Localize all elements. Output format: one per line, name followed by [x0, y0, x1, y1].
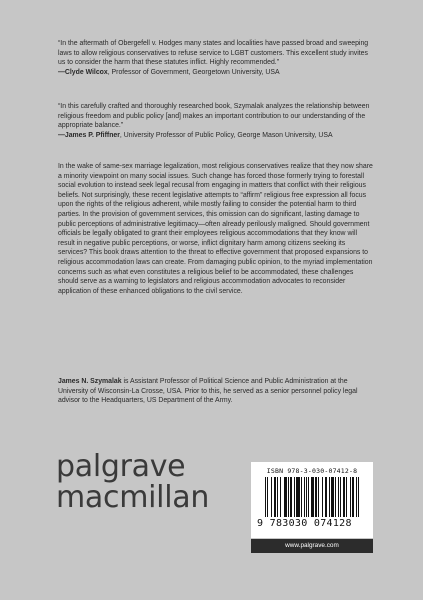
publisher-url[interactable]: www.palgrave.com — [251, 539, 373, 553]
isbn-label: ISBN 978-3-030-07412-8 — [266, 467, 358, 475]
quote-affiliation: , Professor of Government, Georgetown University, USA — [107, 68, 280, 76]
isbn-barcode — [251, 462, 373, 538]
publisher-logo — [56, 449, 210, 515]
quote-text: “In the aftermath of Obergefell v. Hodges many states and localities have passed broad and sweeping laws to allow religious conservatives to refuse service to LGBT customers. This excellent study invites us to consider the harm that these statutes inflict. Highly recommended.” — [58, 40, 369, 67]
logo-palgrave: palgrave — [56, 449, 186, 484]
praise-quote-2 — [58, 102, 374, 140]
quote-attribution — [58, 68, 374, 78]
bio-body: is Assistant Professor of Political Science and Public Administration at the University of Wisconsin-La Crosse, USA. Prior to this, he served as a senior personnel policy legal advisor to the Headquarters, US Department of the Army. — [58, 378, 358, 405]
quote-affiliation: , University Professor of Public Policy, George Mason University, USA — [119, 131, 333, 139]
quote-author: —Clyde Wilcox — [58, 68, 108, 76]
quote-text: “In this carefully crafted and thoroughly researched book, Szymalak analyzes the relationship between religious freedom and public policy [and] makes an important contribution to our understanding of the appropriate balance.” — [58, 103, 370, 130]
book-description — [58, 162, 374, 296]
bio-text — [58, 377, 374, 406]
praise-quote-1 — [58, 39, 374, 77]
logo-macmillan: macmillan — [56, 480, 210, 515]
bio-author-name: James N. Szymalak — [58, 378, 122, 385]
quote-author: —James P. Pfiffner — [58, 131, 120, 139]
barcode-bars — [265, 477, 363, 523]
quote-attribution — [58, 131, 374, 141]
author-bio — [58, 377, 374, 406]
barcode-digits: 9 783030 074128 — [257, 518, 352, 529]
description-text: In the wake of same-sex marriage legalization, most religious conservatives realize that they now share a minority viewpoint on many social issues. Such change has forced those formerly trying to forestall social evolution to instead seek legal recusal from engaging in matters that conflict with their religious beliefs. Not surprisingly, these recent legislative attempts to “affirm” religious free expression all focus upon the rights of the religious adherent, while mostly failing to consider the potential harm to third parties. In the provision of government services, this omission can do significant, lasting damage to public perceptions of administrative legitimacy—often already perilously maligned. Should government officials be legally obligated to grant their employees religious accommodations that they know will result in negative public perceptions, or worse, inflict dignitary harm among citizens seeking its services? This book draws attention to the threat to effective government that proposed expansions to religious accommodation laws can create. From damaging public opinion, to the myriad implementation concerns such as what even constitutes a religious belief to be accommodated, these challenges should serve as a warning to legislators and religious accommodation advocates to reconsider application of these enhanced obligations to the civil service. — [58, 163, 373, 295]
